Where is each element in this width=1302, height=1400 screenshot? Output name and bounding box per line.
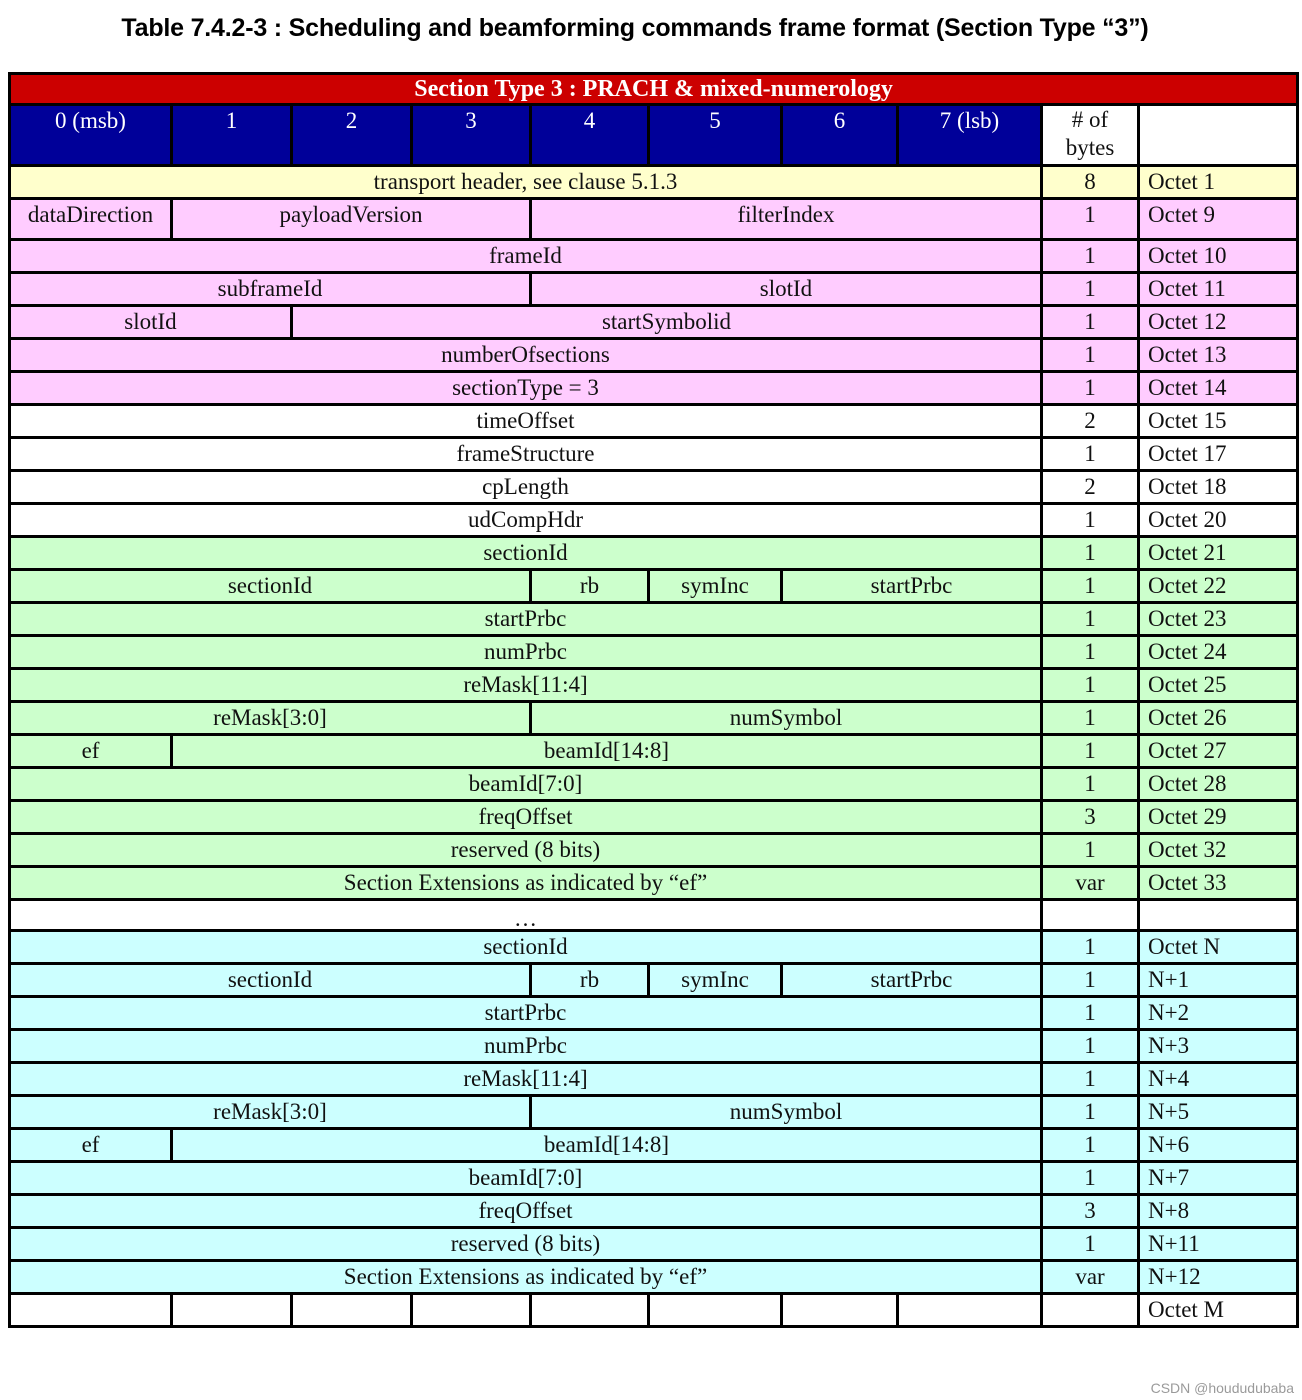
- byte-count: 1: [1042, 603, 1139, 636]
- octet-offset: Octet 24: [1139, 636, 1298, 669]
- field-symInc: symInc: [649, 570, 782, 603]
- table-row: [10, 603, 1298, 636]
- field-filterIndex: filterIndex: [531, 199, 1042, 240]
- field-startSymbolid: startSymbolid: [292, 306, 1042, 339]
- field-section-extensions: Section Extensions as indicated by “ef”: [10, 867, 1042, 900]
- byte-count: 3: [1042, 1195, 1139, 1228]
- table-row: [10, 702, 1298, 735]
- octet-offset: Octet 21: [1139, 537, 1298, 570]
- field-startPrbc: startPrbc: [782, 570, 1042, 603]
- table-row: [10, 537, 1298, 570]
- octet-offset: Octet 11: [1139, 273, 1298, 306]
- octet-offset: N+7: [1139, 1162, 1298, 1195]
- field-cpLength: cpLength: [10, 471, 1042, 504]
- field-reMask-low: reMask[3:0]: [10, 1096, 531, 1129]
- byte-count: 8: [1042, 166, 1139, 199]
- byte-count: [1042, 900, 1139, 931]
- empty-cell: [172, 1294, 292, 1327]
- bytes-header: # of bytes: [1042, 105, 1139, 166]
- table-row: [10, 471, 1298, 504]
- field-udCompHdr: udCompHdr: [10, 504, 1042, 537]
- table-row: [10, 867, 1298, 900]
- field-sectionId: sectionId: [10, 570, 531, 603]
- table-row: [10, 834, 1298, 867]
- field-startPrbc: startPrbc: [10, 603, 1042, 636]
- field-beamId-low: beamId[7:0]: [10, 1162, 1042, 1195]
- field-rb: rb: [531, 570, 649, 603]
- field-payloadVersion: payloadVersion: [172, 199, 531, 240]
- table-row: [10, 1063, 1298, 1096]
- octet-offset: Octet 14: [1139, 372, 1298, 405]
- empty-cell: [292, 1294, 412, 1327]
- octet-offset: N+6: [1139, 1129, 1298, 1162]
- bit-header-4: 4: [531, 105, 649, 166]
- field-beamId-high: beamId[14:8]: [172, 1129, 1042, 1162]
- octet-offset: Octet 33: [1139, 867, 1298, 900]
- field-dataDirection: dataDirection: [10, 199, 172, 240]
- bit-header-1: 1: [172, 105, 292, 166]
- octet-offset: Octet 20: [1139, 504, 1298, 537]
- byte-count: 1: [1042, 1129, 1139, 1162]
- table-row: [10, 768, 1298, 801]
- octet-offset: N+2: [1139, 997, 1298, 1030]
- empty-cell: [412, 1294, 531, 1327]
- bit-header-6: 6: [782, 105, 898, 166]
- byte-count: [1042, 1294, 1139, 1327]
- field-numSymbol: numSymbol: [531, 702, 1042, 735]
- octet-offset: Octet 18: [1139, 471, 1298, 504]
- table-row: [10, 306, 1298, 339]
- empty-cell: [782, 1294, 898, 1327]
- field-startPrbc: startPrbc: [10, 997, 1042, 1030]
- byte-count: var: [1042, 1261, 1139, 1294]
- table-row: [10, 570, 1298, 603]
- bit-header-7: 7 (lsb): [898, 105, 1042, 166]
- table-row: [10, 735, 1298, 768]
- byte-count: 2: [1042, 405, 1139, 438]
- watermark: CSDN @hoududubaba: [1150, 1380, 1294, 1396]
- octet-offset: Octet 17: [1139, 438, 1298, 471]
- table-row: [10, 1129, 1298, 1162]
- octet-offset: Octet 32: [1139, 834, 1298, 867]
- octet-offset: Octet 12: [1139, 306, 1298, 339]
- octet-offset: Octet 22: [1139, 570, 1298, 603]
- table-row: [10, 1261, 1298, 1294]
- field-frameStructure: frameStructure: [10, 438, 1042, 471]
- octet-offset: [1139, 900, 1298, 931]
- byte-count: 1: [1042, 834, 1139, 867]
- table-row: [10, 166, 1298, 199]
- table-row-ellipsis: [10, 900, 1298, 931]
- bit-header-5: 5: [649, 105, 782, 166]
- field-reMask-high: reMask[11:4]: [10, 669, 1042, 702]
- octet-header: [1139, 105, 1298, 166]
- octet-offset: Octet 15: [1139, 405, 1298, 438]
- field-reMask-low: reMask[3:0]: [10, 702, 531, 735]
- table-row: [10, 931, 1298, 964]
- byte-count: var: [1042, 867, 1139, 900]
- octet-offset: Octet 10: [1139, 240, 1298, 273]
- byte-count: 1: [1042, 964, 1139, 997]
- bit-header-3: 3: [412, 105, 531, 166]
- table-row: [10, 1096, 1298, 1129]
- byte-count: 1: [1042, 537, 1139, 570]
- bit-header-row: [10, 105, 1298, 166]
- octet-offset: N+12: [1139, 1261, 1298, 1294]
- byte-count: 1: [1042, 240, 1139, 273]
- octet-offset: Octet 29: [1139, 801, 1298, 834]
- table-row: [10, 801, 1298, 834]
- ellipsis: …: [10, 900, 1042, 931]
- octet-offset: N+8: [1139, 1195, 1298, 1228]
- field-sectionType: sectionType = 3: [10, 372, 1042, 405]
- octet-offset: Octet 28: [1139, 768, 1298, 801]
- empty-cell: [531, 1294, 649, 1327]
- field-freqOffset: freqOffset: [10, 1195, 1042, 1228]
- table-caption: Table 7.4.2-3 : Scheduling and beamforming commands frame format (Section Type “3”): [121, 14, 1149, 42]
- bit-header-2: 2: [292, 105, 412, 166]
- field-ef: ef: [10, 1129, 172, 1162]
- octet-offset: N+11: [1139, 1228, 1298, 1261]
- byte-count: 1: [1042, 504, 1139, 537]
- byte-count: 1: [1042, 339, 1139, 372]
- field-reMask-high: reMask[11:4]: [10, 1063, 1042, 1096]
- table-row: [10, 636, 1298, 669]
- bit-header-0: 0 (msb): [10, 105, 172, 166]
- field-reserved: reserved (8 bits): [10, 834, 1042, 867]
- field-beamId-high: beamId[14:8]: [172, 735, 1042, 768]
- table-row: [10, 372, 1298, 405]
- field-frameId: frameId: [10, 240, 1042, 273]
- octet-offset: Octet 26: [1139, 702, 1298, 735]
- byte-count: 1: [1042, 1063, 1139, 1096]
- byte-count: 1: [1042, 199, 1139, 240]
- byte-count: 2: [1042, 471, 1139, 504]
- field-sectionId: sectionId: [10, 931, 1042, 964]
- field-numPrbc: numPrbc: [10, 636, 1042, 669]
- table-row: [10, 1030, 1298, 1063]
- octet-offset: N+1: [1139, 964, 1298, 997]
- field-symInc: symInc: [649, 964, 782, 997]
- byte-count: 1: [1042, 636, 1139, 669]
- table-row: [10, 240, 1298, 273]
- field-numPrbc: numPrbc: [10, 1030, 1042, 1063]
- table-row: [10, 405, 1298, 438]
- byte-count: 1: [1042, 931, 1139, 964]
- empty-cell: [649, 1294, 782, 1327]
- octet-offset: Octet 27: [1139, 735, 1298, 768]
- field-rb: rb: [531, 964, 649, 997]
- octet-offset: Octet 9: [1139, 199, 1298, 240]
- octet-offset: Octet M: [1139, 1294, 1298, 1327]
- byte-count: 1: [1042, 306, 1139, 339]
- table-row: [10, 997, 1298, 1030]
- byte-count: 1: [1042, 1096, 1139, 1129]
- table-row: [10, 1162, 1298, 1195]
- table-row: [10, 273, 1298, 306]
- byte-count: 1: [1042, 372, 1139, 405]
- byte-count: 1: [1042, 768, 1139, 801]
- byte-count: 1: [1042, 997, 1139, 1030]
- field-section-extensions: Section Extensions as indicated by “ef”: [10, 1261, 1042, 1294]
- byte-count: 3: [1042, 801, 1139, 834]
- table-row: [10, 669, 1298, 702]
- field-numberOfsections: numberOfsections: [10, 339, 1042, 372]
- byte-count: 1: [1042, 438, 1139, 471]
- octet-offset: N+5: [1139, 1096, 1298, 1129]
- field-slotId: slotId: [10, 306, 292, 339]
- table-row: [10, 1228, 1298, 1261]
- byte-count: 1: [1042, 1030, 1139, 1063]
- field-beamId-low: beamId[7:0]: [10, 768, 1042, 801]
- field-slotId: slotId: [531, 273, 1042, 306]
- empty-cell: [898, 1294, 1042, 1327]
- table-row: [10, 199, 1298, 240]
- field-sectionId: sectionId: [10, 537, 1042, 570]
- octet-offset: Octet 25: [1139, 669, 1298, 702]
- field-subframeId: subframeId: [10, 273, 531, 306]
- octet-offset: Octet 1: [1139, 166, 1298, 199]
- empty-cell: [10, 1294, 172, 1327]
- byte-count: 1: [1042, 570, 1139, 603]
- byte-count: 1: [1042, 669, 1139, 702]
- field-transport-header: transport header, see clause 5.1.3: [10, 166, 1042, 199]
- field-sectionId: sectionId: [10, 964, 531, 997]
- field-numSymbol: numSymbol: [531, 1096, 1042, 1129]
- section-type-3-frame-table: [8, 72, 1299, 1328]
- octet-offset: Octet N: [1139, 931, 1298, 964]
- byte-count: 1: [1042, 1162, 1139, 1195]
- field-freqOffset: freqOffset: [10, 801, 1042, 834]
- table-row: [10, 1195, 1298, 1228]
- table-row: [10, 339, 1298, 372]
- octet-offset: N+3: [1139, 1030, 1298, 1063]
- field-ef: ef: [10, 735, 172, 768]
- field-startPrbc: startPrbc: [782, 964, 1042, 997]
- table-row: [10, 964, 1298, 997]
- octet-offset: Octet 23: [1139, 603, 1298, 636]
- table-row: [10, 504, 1298, 537]
- table-row-end: [10, 1294, 1298, 1327]
- byte-count: 1: [1042, 735, 1139, 768]
- octet-offset: N+4: [1139, 1063, 1298, 1096]
- byte-count: 1: [1042, 1228, 1139, 1261]
- byte-count: 1: [1042, 273, 1139, 306]
- table-row: [10, 438, 1298, 471]
- field-timeOffset: timeOffset: [10, 405, 1042, 438]
- byte-count: 1: [1042, 702, 1139, 735]
- table-title: Section Type 3 : PRACH & mixed-numerology: [10, 74, 1298, 105]
- field-reserved: reserved (8 bits): [10, 1228, 1042, 1261]
- table-title-row: [10, 74, 1298, 105]
- octet-offset: Octet 13: [1139, 339, 1298, 372]
